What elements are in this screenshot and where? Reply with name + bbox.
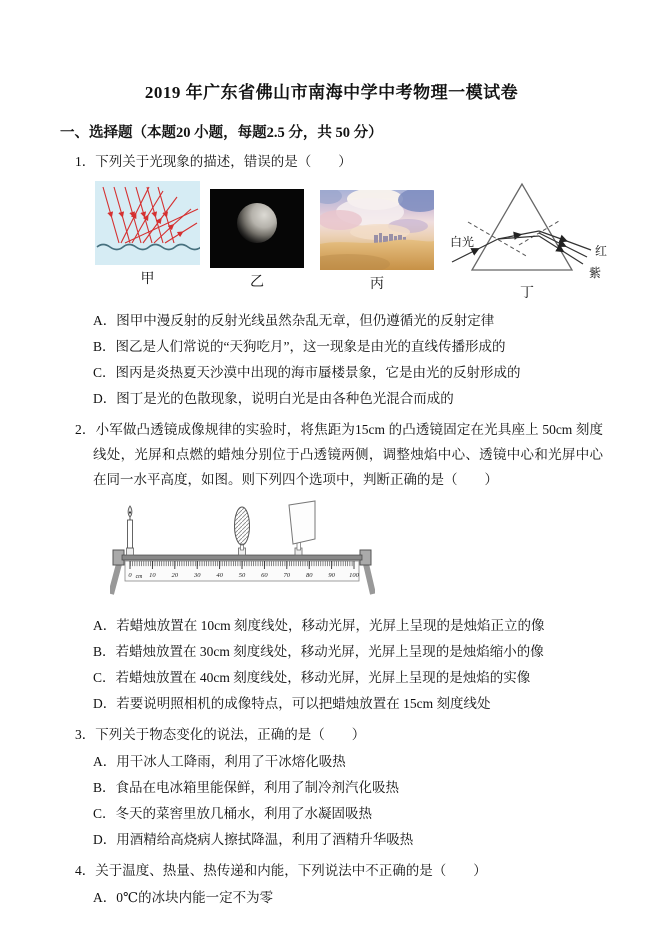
ruler-tick-label: 100 bbox=[349, 572, 359, 579]
question-1 bbox=[75, 149, 608, 412]
panel-label-bing: 丙 bbox=[370, 277, 384, 292]
question-3 bbox=[75, 722, 603, 853]
question-3-option-d: D．用酒精给高烧病人擦拭降温，利用了酒精升华吸热 bbox=[93, 832, 414, 847]
panel-prism bbox=[446, 178, 608, 302]
question-3-option-b: B．食品在电冰箱里能保鲜，利用了制冷剂汽化吸热 bbox=[93, 780, 400, 795]
question-1-option-c: C．图丙是炎热夏天沙漠中出现的海市蜃楼景象，它是由光的反射形成的 bbox=[93, 365, 521, 380]
panel-label-yi: 乙 bbox=[250, 275, 264, 290]
right-leg bbox=[366, 564, 373, 594]
question-2-option-a: A．若蜡烛放置在 10cm 刻度线处，移动光屏，光屏上呈现的是烛焰正立的像 bbox=[93, 618, 545, 633]
moon-figure bbox=[210, 189, 304, 268]
question-4 bbox=[75, 858, 603, 911]
panel-lunar-eclipse bbox=[210, 189, 304, 291]
ruler-tick-label: 0 bbox=[128, 572, 132, 579]
question-2-figure bbox=[110, 498, 603, 605]
ruler-tick-label: 30 bbox=[193, 572, 201, 579]
light-screen-icon bbox=[289, 501, 315, 544]
optical-bench-figure bbox=[110, 498, 375, 600]
ruler-tick-label: 20 bbox=[171, 572, 179, 579]
candle-figure bbox=[127, 506, 134, 555]
violet-light-label: 紫 bbox=[589, 266, 602, 280]
lens-figure bbox=[235, 507, 250, 555]
question-4-stem: 4．关于温度、热量、热传递和内能，下列说法中不正确的是（ ） bbox=[75, 863, 487, 878]
question-1-option-b: B．图乙是人们常说的“天狗吃月”，这一现象是由光的直线传播形成的 bbox=[93, 339, 506, 354]
ruler-tick-label: 60 bbox=[261, 572, 268, 579]
ruler-tick-label: 40 bbox=[216, 572, 223, 579]
exit-ray-violet bbox=[539, 236, 583, 264]
page-title: 2019 年广东省佛山市南海中学中考物理一模试卷 bbox=[144, 83, 519, 102]
diffuse-reflection-figure bbox=[95, 181, 200, 265]
ruler-tick-label: 90 bbox=[328, 572, 335, 579]
question-2-option-c: C．若蜡烛放置在 40cm 刻度线处，移动光屏，光屏上呈现的是烛焰的实像 bbox=[93, 670, 531, 685]
question-2-option-b: B．若蜡烛放置在 30cm 刻度线处，移动光屏，光屏上呈现的是烛焰缩小的像 bbox=[93, 644, 544, 659]
ruler-tick-label: 70 bbox=[283, 572, 291, 579]
prism-dispersion-figure bbox=[446, 178, 608, 290]
question-1-option-d: D．图丁是光的色散现象，说明白光是由各种色光混合而成的 bbox=[93, 391, 454, 406]
section-header: 一、选择题（本题20 小题，每题2.5 分，共 50 分） bbox=[60, 125, 383, 141]
question-4-option-a: A．0℃的冰块内能一定不为零 bbox=[93, 890, 274, 905]
panel-label-jia: 甲 bbox=[140, 272, 155, 287]
question-2-stem: 2．小军做凸透镜成像规律的实验时，将焦距为15cm 的凸透镜固定在光具座上 50cm 刻度线处，光屏和点燃的蜡烛分别位于凸透镜两侧，调整烛焰中心、透镜中心和光屏中心在同一水平高度，如图。则下列四个选项中，判断正确的是（ ） bbox=[75, 422, 603, 487]
ruler-unit-label: cm bbox=[135, 574, 143, 580]
left-leg bbox=[111, 564, 119, 594]
question-1-stem: 1．下列关于光现象的描述，错误的是（ ） bbox=[75, 154, 352, 169]
screen-figure bbox=[289, 501, 315, 555]
panel-diffuse-reflection bbox=[95, 181, 200, 288]
prism-triangle bbox=[472, 184, 572, 270]
panel-mirage bbox=[320, 190, 434, 293]
panel-label-ding: 丁 bbox=[520, 286, 534, 301]
ruler-tick-label: 50 bbox=[238, 572, 246, 579]
question-3-options bbox=[93, 749, 603, 853]
white-light-label: 白光 bbox=[450, 235, 475, 249]
question-1-options bbox=[93, 308, 603, 412]
question-3-stem: 3．下列关于物态变化的说法，正确的是（ ） bbox=[75, 727, 366, 742]
ruler bbox=[125, 561, 360, 581]
exam-page bbox=[60, 78, 608, 911]
red-light-label: 红 bbox=[595, 244, 608, 258]
question-2-options bbox=[93, 613, 603, 717]
ruler-tick-label: 80 bbox=[305, 572, 313, 579]
question-3-option-c: C．冬天的菜窖里放几桶水，利用了水凝固吸热 bbox=[93, 806, 373, 821]
convex-lens-icon bbox=[235, 507, 250, 545]
bench-rail bbox=[122, 555, 362, 560]
mirage-figure bbox=[320, 190, 434, 270]
question-2-option-d: D．若要说明照相机的成像特点，可以把蜡烛放置在 15cm 刻度线处 bbox=[93, 696, 491, 711]
moon-icon bbox=[237, 203, 277, 243]
question-3-option-a: A．用干冰人工降雨，利用了干冰熔化吸热 bbox=[93, 754, 346, 769]
question-1-option-a: A．图甲中漫反射的反射光线虽然杂乱无章，但仍遵循光的反射定律 bbox=[93, 313, 495, 328]
ruler-tick-label: 10 bbox=[149, 572, 156, 579]
question-2 bbox=[75, 417, 603, 717]
question-1-figure bbox=[95, 178, 608, 302]
question-4-options bbox=[93, 885, 603, 911]
